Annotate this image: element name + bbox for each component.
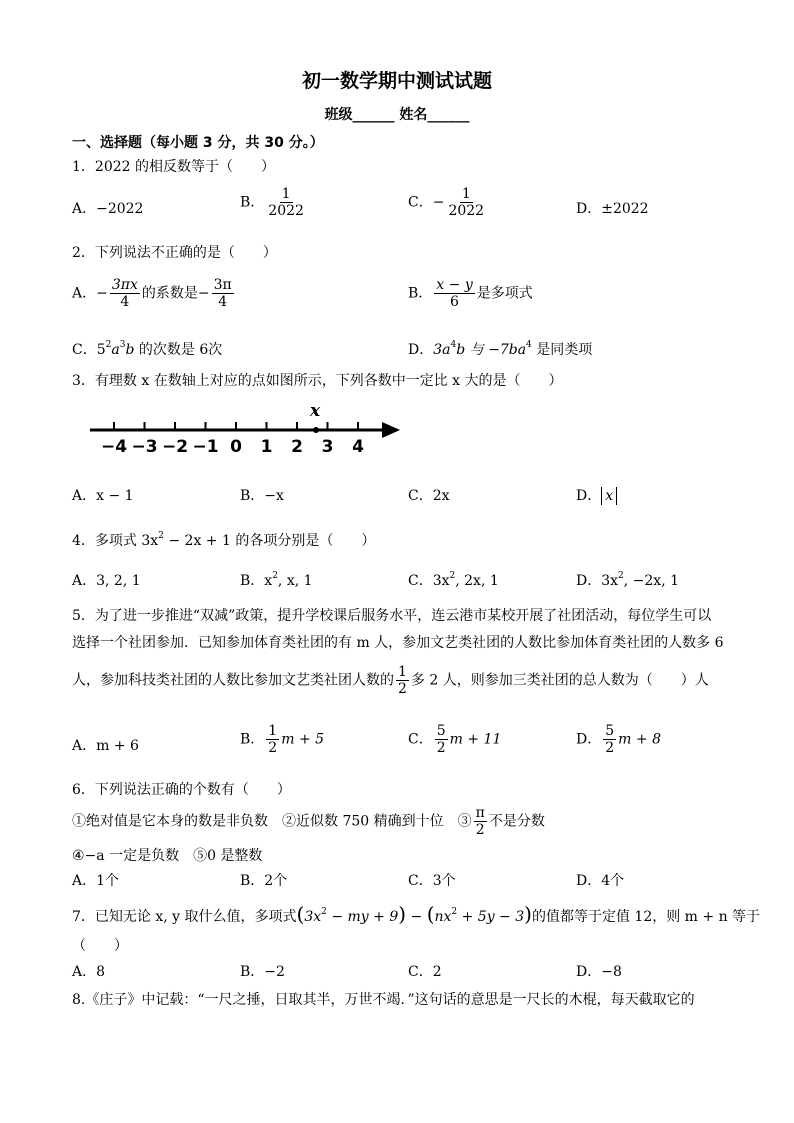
q2-option-a: A．− $\frac{3\pi x}{4}$ 的系数是− $\frac{3\pi}{4}$ xyxy=(72,277,232,310)
point-x-label: x xyxy=(310,401,321,421)
q4-option-c: C．$3x^2$, 2x, 1 xyxy=(408,571,499,589)
q1-option-d: D．±2022 xyxy=(576,201,649,217)
class-name-line: 班级______ 姓名______ xyxy=(324,107,470,123)
q6-option-c: C．3个 xyxy=(408,873,456,889)
q6-statements-1: ①绝对值是它本身的数是非负数 ②近似数 750 精确到十位 ③ $\frac{\pi}{2}$ 不是分数 xyxy=(72,805,545,838)
q3-stem: 3．有理数 x 在数轴上对应的点如图所示，下列各数中一定比 x 大的是（ ） xyxy=(72,373,563,389)
number-line-tick-label: 2 xyxy=(291,437,303,457)
q7-option-a: A．8 xyxy=(72,964,106,980)
number-line-tick-label: −4 xyxy=(100,437,128,457)
q6-statements-2: ④−a 一定是负数 ⑤0 是整数 xyxy=(72,848,263,864)
number-line-tick-label: −3 xyxy=(131,437,158,457)
q6-option-a: A．1个 xyxy=(72,873,120,889)
q1-option-a: A．−2022 xyxy=(72,201,144,217)
q4-option-a: A．3, 2, 1 xyxy=(72,573,141,589)
number-line-tick-label: −2 xyxy=(161,437,189,457)
q3-option-a: A．x − 1 xyxy=(72,488,134,504)
number-line-tick-label: 0 xyxy=(230,437,242,457)
q1-stem: 1．2022 的相反数等于（ ） xyxy=(72,159,275,175)
number-line-tick-label: −1 xyxy=(192,437,219,457)
q7-line-2: （ ） xyxy=(72,938,128,954)
page-title: 初一数学期中测试试题 xyxy=(301,70,492,92)
q1-option-b: B． $\frac{1}{2022}$ xyxy=(240,186,304,219)
q3-option-d: D． x xyxy=(576,486,617,506)
q5-line-2: 选择一个社团参加．已知参加体育类社团的有 m 人，参加文艺类社团的人数比参加体育类社团的人数多 6 xyxy=(72,635,724,651)
number-line-tick-label: 4 xyxy=(352,437,364,457)
q5-option-a: A．m + 6 xyxy=(72,738,139,754)
point-x-marker xyxy=(313,427,319,433)
q6-stem: 6．下列说法正确的个数有（ ） xyxy=(72,782,291,798)
q1-option-c: C．− $\frac{1}{2022}$ xyxy=(408,186,485,219)
q4-option-b: B．$x^2$, x, 1 xyxy=(240,571,313,589)
q2-option-c: C．$5^2a^3b$ 的次数是 6次 xyxy=(72,340,223,358)
q2-stem: 2．下列说法不正确的是（ ） xyxy=(72,245,277,261)
q6-option-d: D．4个 xyxy=(576,873,625,889)
q5-option-b: B． $\frac{1}{2}$ m + 5 xyxy=(240,723,325,756)
q5-line-3: 人，参加科技类社团的人数比参加文艺类社团人数的 $\frac{1}{2}$ 多 2 人，则参加三类社团的总人数为（ ）人 xyxy=(72,664,709,697)
q5-option-c: C． $\frac{5}{2}$ m + 11 xyxy=(408,723,502,756)
q8-line-1: 8.《庄子》中记载：“一尺之捶，日取其半，万世不竭．”这句话的意思是一尺长的木棍，每天截取它的 xyxy=(72,992,695,1008)
q6-option-b: B．2个 xyxy=(240,873,288,889)
q5-option-d: D． $\frac{5}{2}$ m + 8 xyxy=(576,723,661,756)
q5-line-1: 5．为了进一步推进“双减”政策，提升学校课后服务水平，连云港市某校开展了社团活动，每位学生可以 xyxy=(72,608,712,624)
q2-option-d: D．$3a^4b$ 与 $-7ba^4$ 是同类项 xyxy=(408,340,593,358)
q7-option-d: D．−8 xyxy=(576,964,622,980)
number-line-arrow-icon xyxy=(382,422,400,438)
q7-line-1: 7．已知无论 x, y 取什么值，多项式($3x^2$ − my + $9) - (nx^2 + 5y - 3)$的值都等于定值 12，则 m + n 等于 xyxy=(72,902,761,926)
q3-option-b: B．−x xyxy=(240,488,284,504)
q7-option-c: C．2 xyxy=(408,964,442,980)
q2-option-b: B． $\frac{x - y}{6}$ 是多项式 xyxy=(408,277,533,310)
q7-option-b: B．−2 xyxy=(240,964,285,980)
q4-option-d: D．$3x^2$, −2x, 1 xyxy=(576,571,680,589)
section-heading: 一、选择题（每小题 3 分，共 30 分。） xyxy=(72,135,324,151)
number-line-tick-label: 3 xyxy=(321,437,334,457)
q4-stem: 4．多项式 $3x^2 - 2x + 1$ 的各项分别是（ ） xyxy=(72,531,376,549)
q3-option-c: C．2x xyxy=(408,488,450,504)
number-line-tick-label: 1 xyxy=(260,437,273,457)
number-line-figure xyxy=(84,400,404,460)
